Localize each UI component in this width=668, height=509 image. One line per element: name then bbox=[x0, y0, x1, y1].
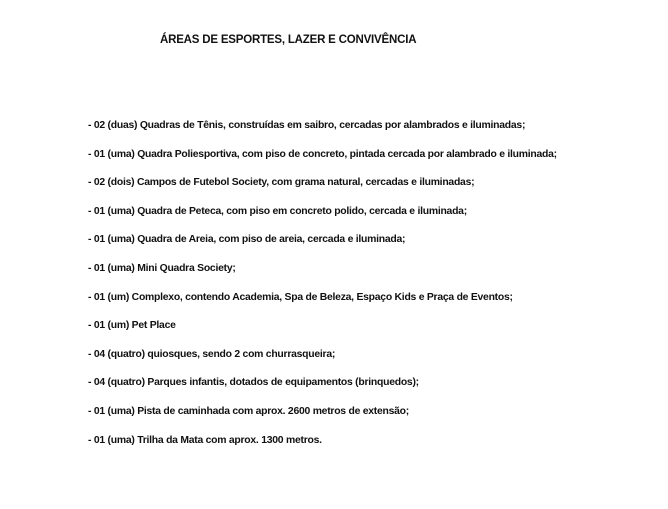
document-title: ÁREAS DE ESPORTES, LAZER E CONVIVÊNCIA bbox=[160, 34, 417, 46]
list-item: - 02 (dois) Campos de Futebol Society, com grama natural, cercadas e iluminadas; bbox=[88, 177, 475, 189]
list-item: - 01 (um) Pet Place bbox=[88, 320, 176, 332]
list-item: - 01 (uma) Quadra de Peteca, com piso em concreto polido, cercada e iluminada; bbox=[88, 205, 467, 217]
list-item: - 02 (duas) Quadras de Tênis, construídas em saibro, cercadas por alambrados e iluminadas; bbox=[88, 120, 526, 131]
list-item: - 04 (quatro) quiosques, sendo 2 com churrasqueira; bbox=[88, 348, 336, 360]
list-item: - 01 (uma) Quadra Poliesportiva, com piso de concreto, pintada cercada por alambrado e iluminada; bbox=[88, 148, 557, 160]
list-item: - 01 (uma) Mini Quadra Society; bbox=[88, 262, 236, 274]
list-item: - 04 (quatro) Parques infantis, dotados de equipamentos (brinquedos); bbox=[88, 377, 419, 389]
list-item: - 01 (um) Complexo, contendo Academia, Spa de Beleza, Espaço Kids e Praça de Eventos; bbox=[88, 291, 513, 303]
list-item: - 01 (uma) Trilha da Mata com aprox. 1300 metros. bbox=[88, 434, 322, 446]
amenities-list bbox=[88, 119, 557, 462]
list-item: - 01 (uma) Quadra de Areia, com piso de areia, cercada e iluminada; bbox=[88, 234, 406, 246]
list-item: - 01 (uma) Pista de caminhada com aprox. 2600 metros de extensão; bbox=[88, 405, 409, 417]
